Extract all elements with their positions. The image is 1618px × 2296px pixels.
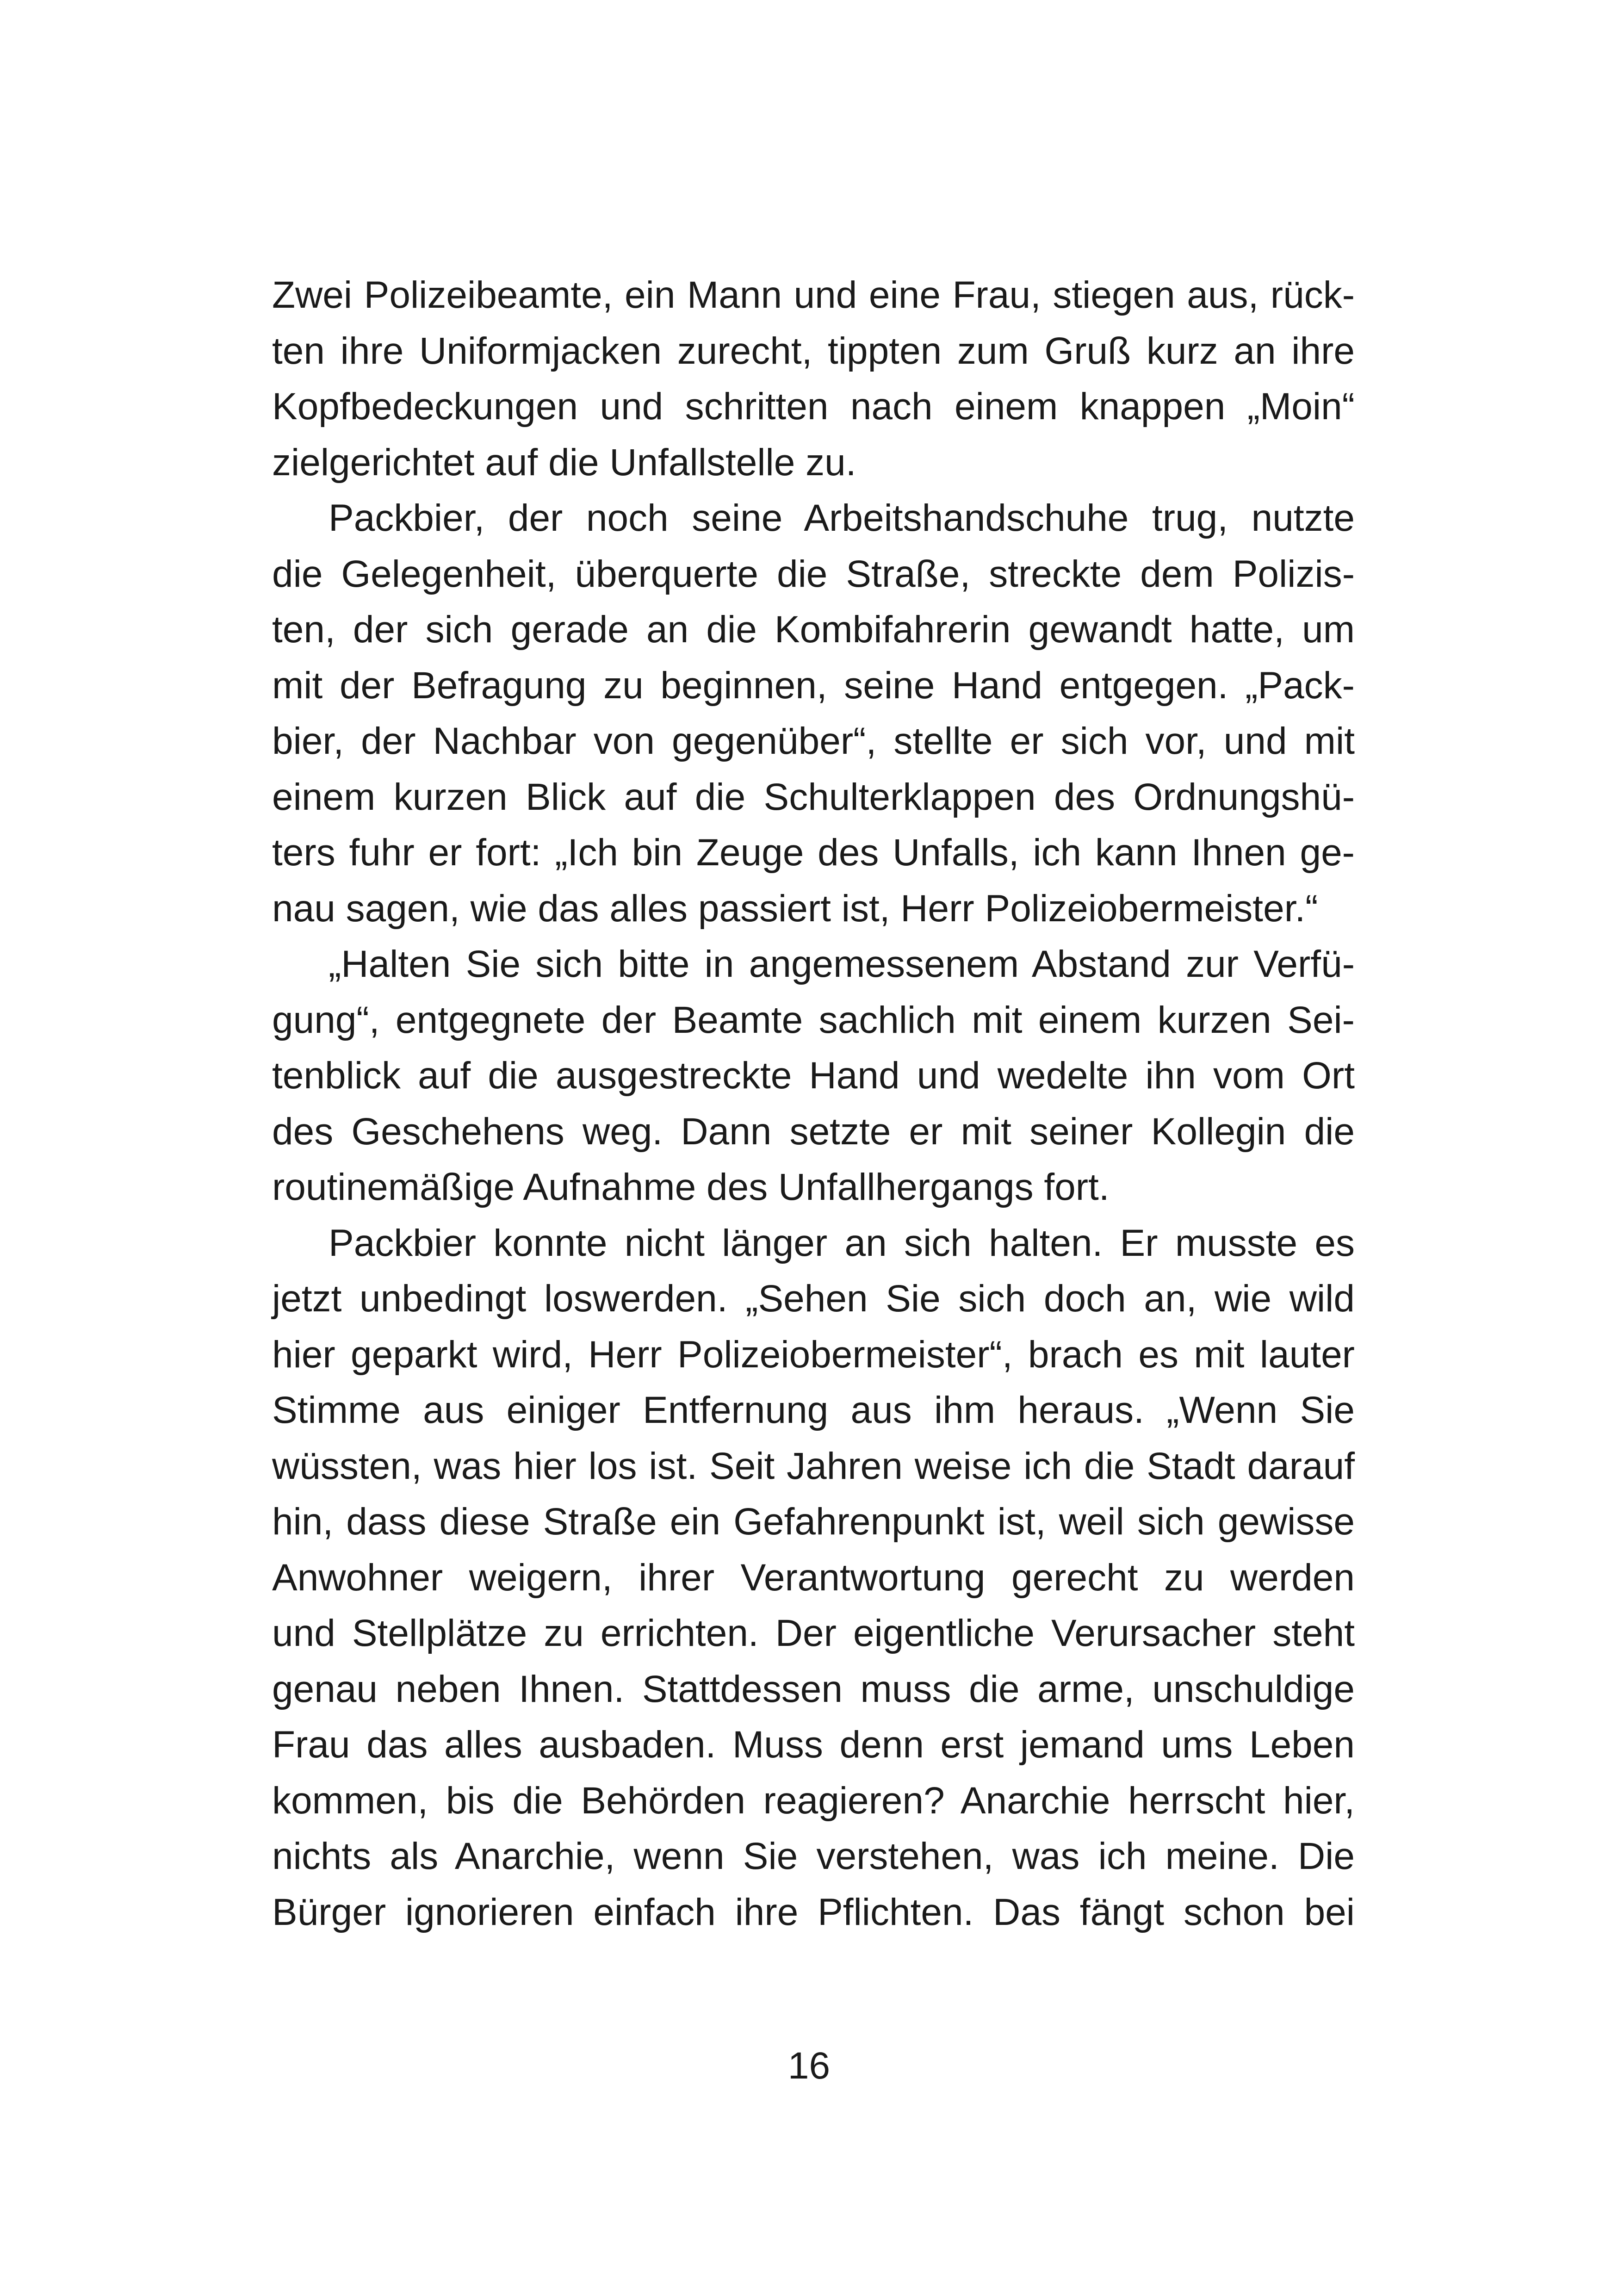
text-line: nichts als Anarchie, wenn Sie verstehen, was ich meine. Die [272, 1835, 1355, 1877]
text-line: genau neben Ihnen. Stattdessen muss die arme, unschuldige [272, 1668, 1355, 1710]
text-line: Frau das alles ausbaden. Muss denn erst jemand ums Leben [272, 1724, 1355, 1766]
body-text [272, 267, 1355, 1940]
text-line: ten ihre Uniformjacken zurecht, tippten zum Gruß kurz an ihre [272, 329, 1355, 372]
text-line: Kopfbedeckungen und schritten nach einem knappen „Moin“ [272, 385, 1355, 428]
text-line: zielgerichtet auf die Unfallstelle zu. [272, 441, 856, 484]
text-line: bier, der Nachbar von gegenüber“, stellte er sich vor, und mit [272, 720, 1355, 762]
text-line: hin, dass diese Straße ein Gefahrenpunkt ist, weil sich gewisse [272, 1501, 1355, 1543]
page-number: 16 [787, 2045, 831, 2087]
text-line: Zwei Polizeibeamte, ein Mann und eine Frau, stiegen aus, rück- [272, 274, 1355, 316]
text-line: hier geparkt wird, Herr Polizeiobermeister“, brach es mit lauter [272, 1333, 1355, 1376]
text-line: ten, der sich gerade an die Kombifahrerin gewandt hatte, um [272, 608, 1355, 651]
text-line: tenblick auf die ausgestreckte Hand und wedelte ihn vom Ort [272, 1055, 1355, 1097]
text-line: Packbier konnte nicht länger an sich halten. Er musste es [329, 1222, 1355, 1264]
text-line: des Geschehens weg. Dann setzte er mit seiner Kollegin die [272, 1110, 1355, 1153]
text-line: Bürger ignorieren einfach ihre Pflichten. Das fängt schon bei [272, 1891, 1355, 1933]
text-line: ters fuhr er fort: „Ich bin Zeuge des Unfalls, ich kann Ihnen ge- [272, 832, 1355, 874]
text-line: mit der Befragung zu beginnen, seine Hand entgegen. „Pack- [272, 664, 1355, 707]
text-line: nau sagen, wie das alles passiert ist, Herr Polizeiobermeister.“ [272, 887, 1318, 930]
text-line: Anwohner weigern, ihrer Verantwortung gerecht zu werden [272, 1556, 1355, 1599]
text-line: einem kurzen Blick auf die Schulterklappen des Ordnungshü- [272, 776, 1355, 818]
text-line: wüssten, was hier los ist. Seit Jahren weise ich die Stadt darauf [272, 1445, 1355, 1487]
text-line: kommen, bis die Behörden reagieren? Anarchie herrscht hier, [272, 1779, 1355, 1822]
text-line: Packbier, der noch seine Arbeitshandschuhe trug, nutzte [329, 497, 1355, 539]
text-line: jetzt unbedingt loswerden. „Sehen Sie sich doch an, wie wild [272, 1278, 1355, 1320]
text-line: die Gelegenheit, überquerte die Straße, streckte dem Polizis- [272, 552, 1355, 595]
text-line: Stimme aus einiger Entfernung aus ihm heraus. „Wenn Sie [272, 1389, 1355, 1431]
text-line: „Halten Sie sich bitte in angemessenem Abstand zur Verfü- [329, 943, 1355, 985]
text-line: routinemäßige Aufnahme des Unfallhergangs fort. [272, 1166, 1110, 1208]
text-line: und Stellplätze zu errichten. Der eigentliche Verursacher steht [272, 1612, 1355, 1654]
text-line: gung“, entgegnete der Beamte sachlich mit einem kurzen Sei- [272, 999, 1355, 1041]
